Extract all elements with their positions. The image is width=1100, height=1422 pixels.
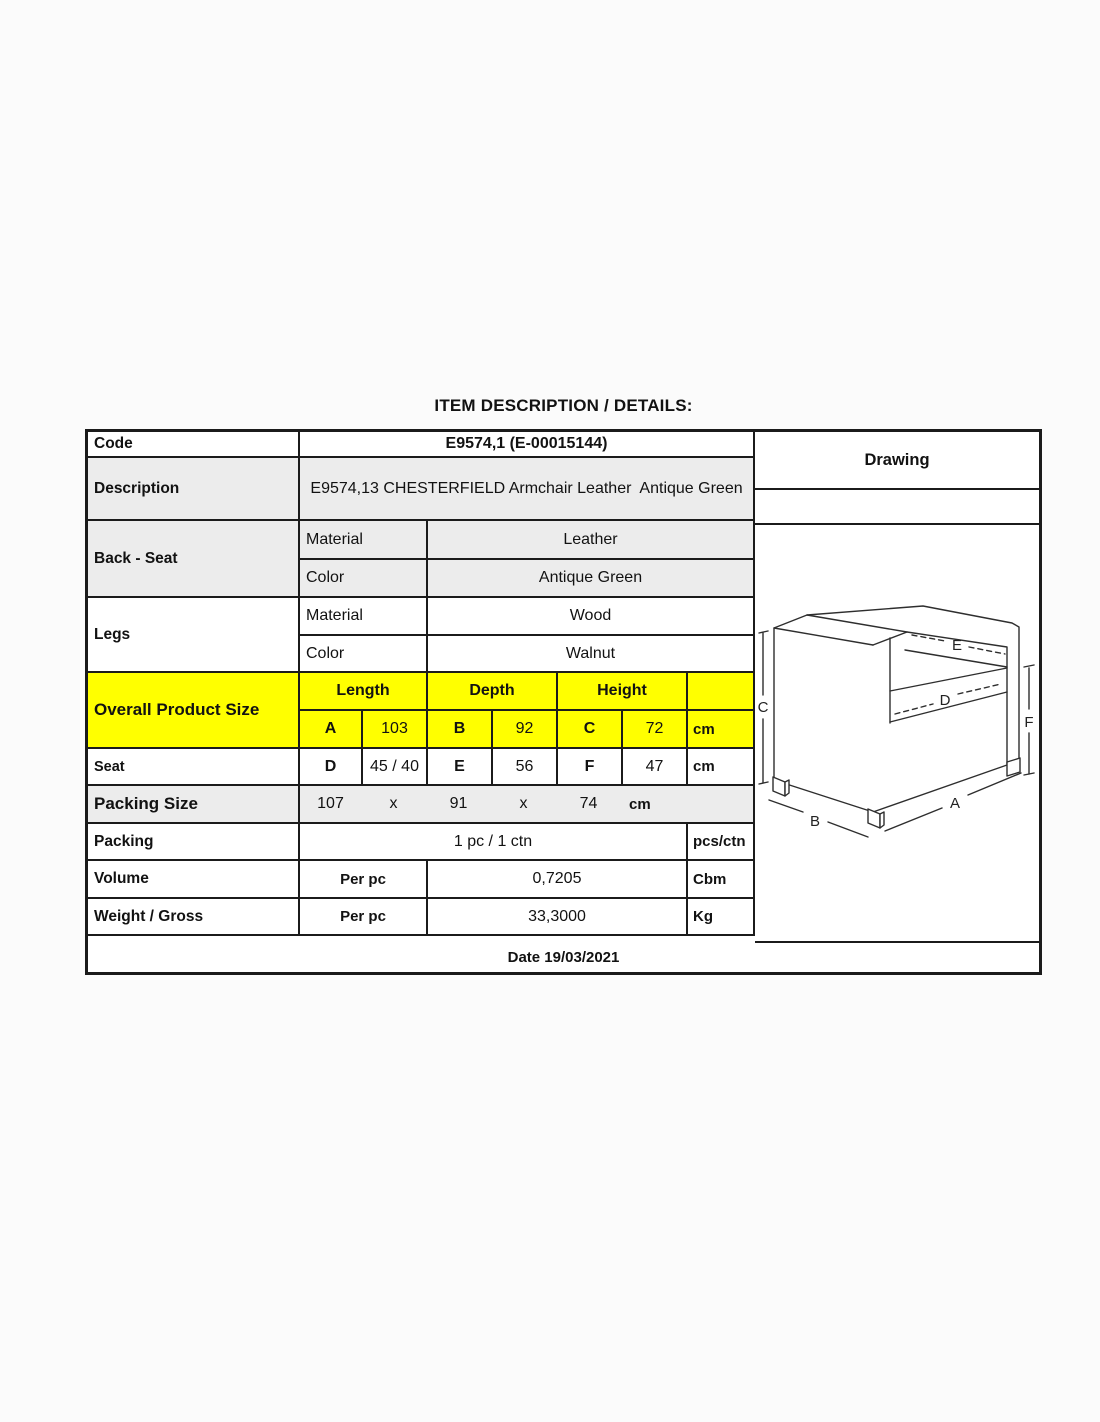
dim-value-d: 45 / 40	[363, 749, 428, 786]
packing-unit: pcs/ctn	[688, 824, 755, 861]
dim-key-d: D	[300, 749, 363, 786]
dim-value-b: 92	[493, 711, 558, 749]
volume-unit: Cbm	[688, 861, 755, 899]
dim-value-e: 56	[493, 749, 558, 786]
date-row: Date 19/03/2021	[507, 949, 620, 966]
dim-key-f: F	[558, 749, 623, 786]
dim-label-f: F	[1024, 714, 1034, 731]
weight-unit: Kg	[688, 899, 755, 936]
legs-label: Legs	[88, 598, 300, 673]
packing-size-label: Packing Size	[88, 786, 300, 824]
height-header: Height	[558, 673, 688, 711]
size-header-spacer	[688, 673, 755, 711]
back-seat-color-label: Color	[300, 560, 428, 598]
code-label: Code	[88, 432, 300, 458]
drawing-header: Drawing	[755, 432, 1039, 490]
packing-size-unit: cm	[629, 795, 651, 813]
dim-value-f: 47	[623, 749, 688, 786]
legs-material-value: Wood	[428, 598, 755, 636]
legs-material-label: Material	[300, 598, 428, 636]
spec-grid	[88, 432, 755, 943]
description-value: E9574,13 CHESTERFIELD Armchair Leather Antique Green	[300, 458, 755, 521]
packing-size-v0: 107	[317, 795, 344, 812]
dim-key-e: E	[428, 749, 493, 786]
code-value: E9574,1 (E-00015144)	[300, 432, 755, 458]
packing-size-values	[300, 786, 755, 824]
legs-color-value: Walnut	[428, 636, 755, 673]
dim-label-c: C	[757, 699, 769, 716]
seat-label: Seat	[88, 749, 300, 786]
back-seat-color-value: Antique Green	[428, 560, 755, 598]
drawing-spacer	[755, 490, 1039, 525]
drawing-cell	[755, 525, 1039, 943]
depth-header: Depth	[428, 673, 558, 711]
description-label: Description	[88, 458, 300, 521]
drawing-column	[755, 432, 1039, 943]
packing-size-v2: 74	[579, 795, 598, 812]
dim-label-b: B	[809, 813, 821, 830]
volume-per-label: Per pc	[300, 861, 428, 899]
packing-label: Packing	[88, 824, 300, 861]
packing-size-x1: x	[389, 795, 398, 812]
dim-key-a: A	[300, 711, 363, 749]
back-seat-label: Back - Seat	[88, 521, 300, 598]
overall-size-label: Overall Product Size	[88, 673, 300, 749]
packing-size-v1: 91	[449, 795, 468, 812]
dim-value-c: 72	[623, 711, 688, 749]
dim-label-d: D	[939, 692, 951, 709]
length-header: Length	[300, 673, 428, 711]
back-seat-material-value: Leather	[428, 521, 755, 560]
weight-label: Weight / Gross	[88, 899, 300, 936]
overall-size-unit: cm	[688, 711, 755, 749]
dim-key-b: B	[428, 711, 493, 749]
back-seat-material-label: Material	[300, 521, 428, 560]
page-title: ITEM DESCRIPTION / DETAILS:	[434, 396, 693, 415]
seat-unit: cm	[688, 749, 755, 786]
volume-label: Volume	[88, 861, 300, 899]
weight-value: 33,3000	[428, 899, 688, 936]
packing-size-x2: x	[519, 795, 528, 812]
armchair-drawing	[755, 525, 1039, 936]
packing-value: 1 pc / 1 ctn	[300, 824, 688, 861]
item-details-table	[85, 429, 1042, 975]
dim-key-c: C	[558, 711, 623, 749]
volume-value: 0,7205	[428, 861, 688, 899]
weight-per-label: Per pc	[300, 899, 428, 936]
dim-label-a: A	[949, 795, 961, 812]
legs-color-label: Color	[300, 636, 428, 673]
dim-value-a: 103	[363, 711, 428, 749]
dim-label-e: E	[951, 637, 963, 654]
